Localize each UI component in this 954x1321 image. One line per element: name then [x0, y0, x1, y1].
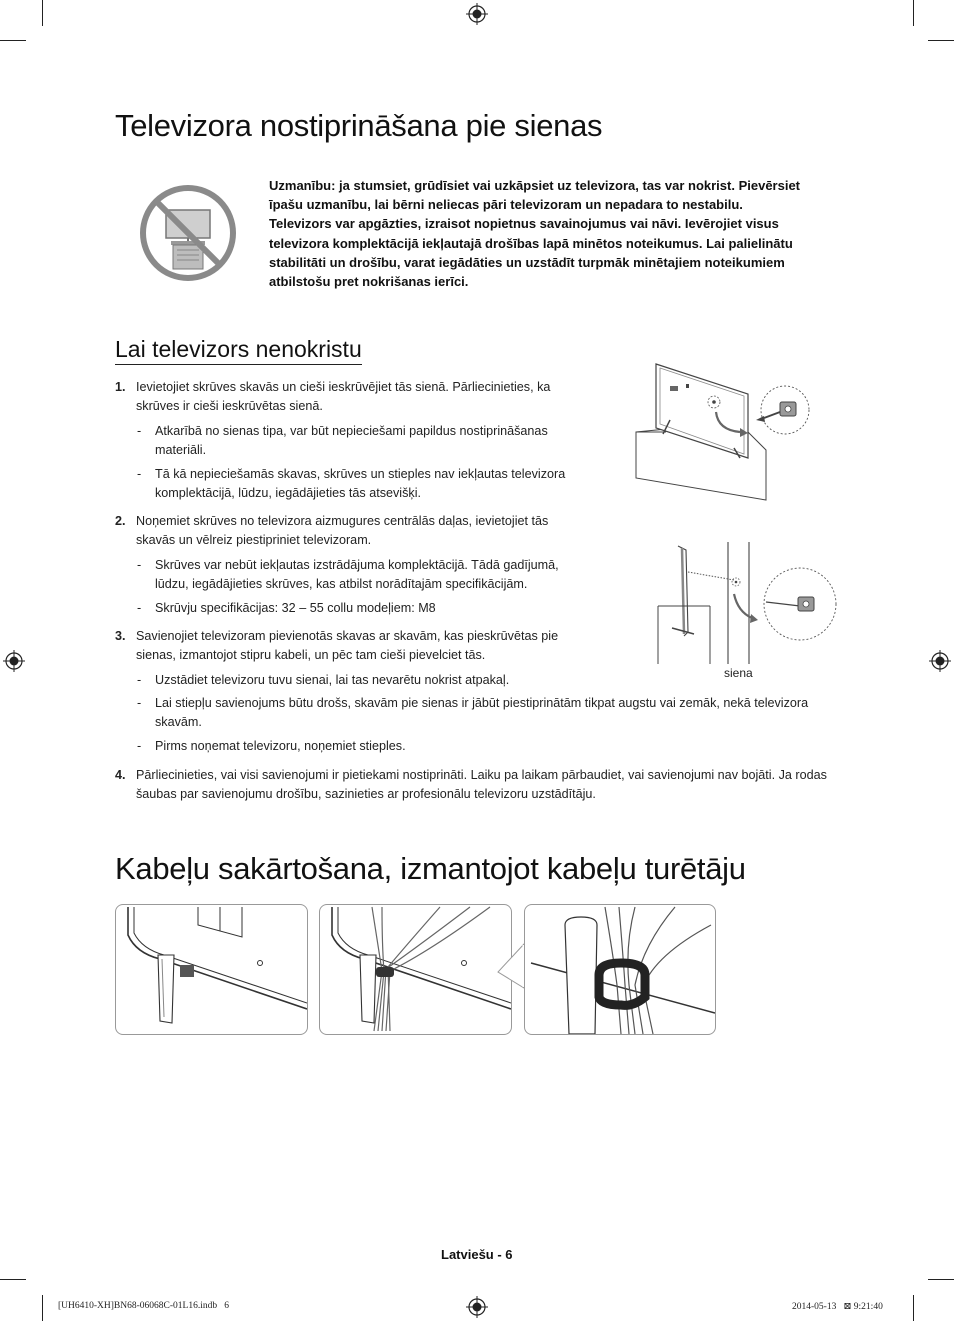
- registration-mark-icon: [466, 3, 488, 25]
- file-info: [UH6410-XH]BN68-06068C-01L16.indb 6: [58, 1301, 229, 1311]
- tv-back-bracket-illustration: [630, 360, 810, 502]
- crop-mark: [928, 1279, 954, 1280]
- cable-step-panel-2: [319, 904, 512, 1035]
- step-text: Ievietojiet skrūves skavās un cieši ieskrūvējiet tās sienā. Pārliecinieties, ka skrūves ir cieši ieskrūvētas sienā.: [136, 380, 551, 414]
- step-3-note-3: - Pirms noņemat televizoru, noņemiet stieples.: [137, 739, 406, 753]
- step-3: [115, 627, 580, 665]
- step-text: Pārliecinieties, vai visi savienojumi ir pietiekami nostiprināti. Laiku pa laikam pārbaudiet, vai savienojumi nav bojāti. Ja rodas šaubas par savienojumu drošību, sazinieties ar profesionālu televizoru uzstādītāju.: [136, 768, 827, 802]
- no-climbing-warning-icon: [139, 184, 237, 282]
- section-title-wall-mount: Televizora nostiprināšana pie sienas: [115, 108, 603, 143]
- step-number: 3.: [115, 629, 126, 643]
- registration-mark-icon: [929, 650, 951, 672]
- step-text: Noņemiet skrūves no televizora aizmugures centrālās daļas, ievietojiet tās skavās un vēlreiz piestipriniet televizoram.: [136, 514, 549, 548]
- registration-mark-icon: [466, 1296, 488, 1318]
- step-1-note-2: - Tā kā nepieciešamās skavas, skrūves un stieples nav iekļautas televizora komplektācijā, lūdzu, iegādājieties tās atsevišķi.: [137, 467, 566, 501]
- safety-warning-text: Uzmanību: ja stumsiet, grūdīsiet vai uzkāpsiet uz televizora, tas var nokrist. Pievērsiet īpašu uzmanību, lai bērni neliecas pāri televizoram un nepadara to nestabilu. Televizors var apgāzties, izraisot nopietnus savainojumus vai nāvi. Ievērojiet visus televizora komplektācijā iekļautajā drošības lapā minētos noteikumus. Lai palielinātu stabilitāti un drošību, varat iegādāties un uzstādīt turpmāk minētajiem noteikumiem atbilstošu pret nokrišanas ierīci.: [269, 178, 801, 290]
- step-2: [115, 512, 580, 550]
- cable-holder-closeup-illustration: [525, 905, 715, 1034]
- tv-stand-illustration: [116, 905, 307, 1034]
- step-2-note-2: - Skrūvju specifikācijas: 32 – 55 collu modeļiem: M8: [137, 601, 436, 615]
- crop-mark: [928, 40, 954, 41]
- crop-mark: [913, 0, 914, 26]
- crop-mark: [913, 1295, 914, 1321]
- print-timestamp: 2014-05-13 ⊠ 9:21:40: [792, 1302, 883, 1312]
- wall-label: siena: [724, 666, 753, 680]
- step-2-note-1: - Skrūves var nebūt iekļautas izstrādājuma komplektācijā. Tādā gadījumā, lūdzu, iegādājieties skrūves, kas atbilst norādītajām specifikācijām.: [137, 558, 559, 592]
- step-3-note-1: - Uzstādiet televizoru tuvu sienai, lai tas nevarētu nokrist atpakaļ.: [137, 673, 510, 687]
- cable-step-panel-1: [115, 904, 308, 1035]
- cable-holder-detail-panel: [524, 904, 716, 1035]
- section-title-cable-holder: Kabeļu sakārtošana, izmantojot kabeļu turētāju: [115, 851, 746, 886]
- subsection-title-anti-tip: Lai televizors nenokristu: [115, 336, 362, 365]
- page-label: Latviešu - 6: [441, 1247, 513, 1262]
- step-number: 1.: [115, 380, 126, 394]
- crop-mark: [0, 1279, 26, 1280]
- step-number: 2.: [115, 514, 126, 528]
- crop-mark: [42, 0, 43, 26]
- step-1-note-1: - Atkarībā no sienas tipa, var būt nepieciešami papildus nostiprināšanas materiāli.: [137, 424, 548, 458]
- crop-mark: [0, 40, 26, 41]
- crop-mark: [42, 1295, 43, 1321]
- cables-bundled-illustration: [320, 905, 511, 1034]
- step-number: 4.: [115, 768, 126, 782]
- step-1: [115, 378, 580, 416]
- tv-wall-side-illustration: [654, 542, 844, 666]
- registration-mark-icon: [3, 650, 25, 672]
- step-text: Savienojiet televizoram pievienotās skavas ar skavām, kas pieskrūvētas pie sienas, izmantojot stipru kabeli, un pēc tam cieši pievelciet tās.: [136, 629, 559, 663]
- step-4: [115, 766, 840, 804]
- step-3-note-2: - Lai stiepļu savienojums būtu drošs, skavām pie sienas ir jābūt piestiprinātām tikpat augstu vai zemāk, nekā televizora skavām.: [137, 696, 809, 730]
